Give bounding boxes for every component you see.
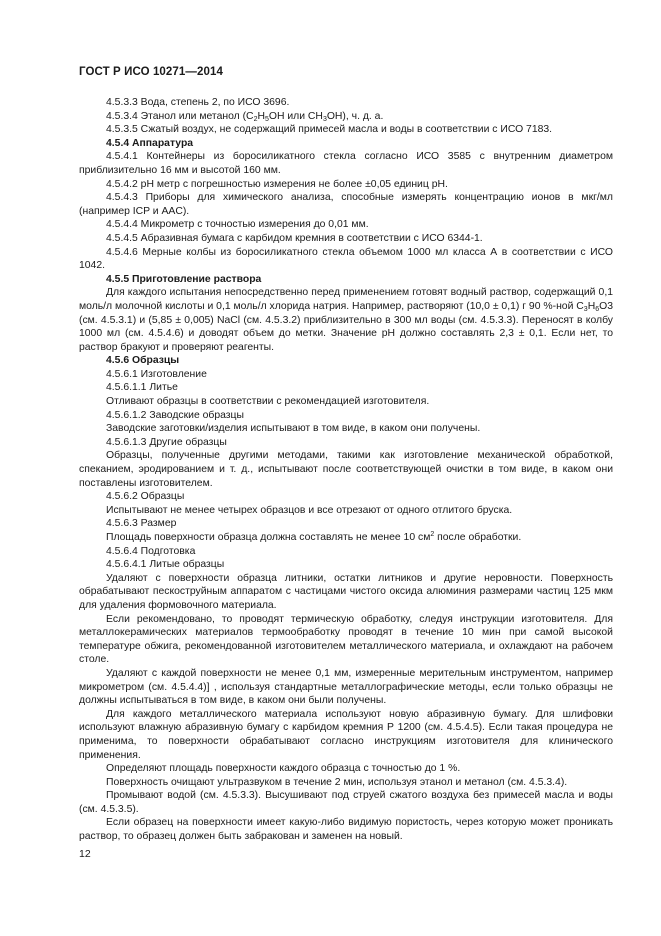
paragraph: Отливают образцы в соответствии с рекомендацией изготовителя. [106, 396, 430, 408]
paragraph: 4.5.4.3 Приборы для химического анализа, способные измерять концентрацию ионов в мкг/мл (например ICP и AAC). [79, 192, 613, 217]
paragraph: 4.5.4.4 Микрометр с точностью измерения до 0,01 мм. [106, 219, 369, 231]
section-heading: 4.5.5 Приготовление раствора [106, 273, 262, 285]
paragraph: 4.5.6.2 Образцы [106, 491, 185, 503]
paragraph: Заводские заготовки/изделия испытывают в том виде, в каком они получены. [106, 423, 481, 435]
paragraph: Для каждого испытания непосредственно перед применением готовят водный раствор, содержащий 0,1 моль/л молочной кислоты и 0,1 моль/л хлорида натрия. Например, растворяют (10,0 ± 0,1) г 90 %-ной $C_3H_6O3$ (см. 4.5.3.1) и (5,85 ± 0,005) NaCl (см. 4.5.3.2) приблизительно в 300 мл воды (см. 4.5.3.3). Переносят в колбу 1000 мл (см. 4.5.4.6) и доводят объем до метки. Значение pH должно составлять 2,3 ± 0,1. Если нет, то раствор бракуют и проверяют реагенты. [79, 287, 613, 353]
paragraph: Поверхность очищают ультразвуком в течение 2 мин, используя этанол и метанол (см. 4.5.3.4). [106, 776, 568, 788]
paragraph: 4.5.6.4.1 Литые образцы [106, 559, 225, 571]
section-heading: 4.5.6 Образцы [106, 355, 180, 367]
paragraph: 4.5.3.5 Сжатый воздух, не содержащий примесей масла и воды в соответствии с ИСО 7183. [106, 124, 553, 136]
paragraph: 4.5.4.5 Абразивная бумага с карбидом кремния в соответствии с ИСО 6344-1. [106, 232, 483, 244]
paragraph: 4.5.6.4 Подготовка [106, 545, 196, 557]
paragraph: Для каждого металлического материала используют новую абразивную бумагу. Для шлифовки используют влажную абразивную бумагу с карбидом кремния Р 1200 (см. 4.5.4.5). Если такая процедура не применима, то поверхности обрабатывают согласно инструкциям изготовителя для клинического применения. [79, 708, 613, 761]
paragraph: 4.5.6.1 Изготовление [106, 368, 207, 380]
page-number: 12 [79, 848, 91, 860]
paragraph: Испытывают не менее четырех образцов и все отрезают от одного отлитого бруска. [106, 504, 513, 516]
paragraph: Определяют площадь поверхности каждого образца с точностью до 1 %. [106, 763, 461, 775]
paragraph: 4.5.4.6 Мерные колбы из боросиликатного стекла объемом 1000 мл класса А в соответствии с ИСО 1042. [79, 246, 613, 272]
paragraph: 4.5.4.2 pH метр с погрешностью измерения не более ±0,05 единиц pH. [106, 178, 448, 190]
document-header: ГОСТ Р ИСО 10271—2014 [79, 66, 224, 78]
document-body [79, 96, 613, 844]
paragraph: 4.5.6.1.3 Другие образцы [106, 436, 227, 448]
paragraph: Если образец на поверхности имеет какую-либо видимую пористость, через которую может проникать раствор, то образец должен быть забракован и заменен на новый. [79, 817, 613, 843]
paragraph: Удаляют с каждой поверхности не менее 0,1 мм, измеренные мерительным инструментом, например микрометром (см. 4.5.4.4)] , используя стандартные металлографические методы, если только образцы не должны испытываться в том виде, в каком они были получены. [79, 667, 613, 707]
paragraph: Площадь поверхности образца должна составлять не менее 10 $см^2$ после обработки. [106, 531, 522, 543]
paragraph: Если рекомендовано, то проводят термическую обработку, следуя инструкции изготовителя. Для металлокерамических материалов термообработку проводят в течение 10 мин при самой высокой температуре обжига, рекомендованной изготовителем металлического материала, и охлаждают на рабочем столе. [79, 613, 613, 666]
paragraph: Промывают водой (см. 4.5.3.3). Высушивают под струей сжатого воздуха без примесей масла и воды (см. 4.5.3.5). [79, 790, 613, 815]
section-heading: 4.5.4 Аппаратура [106, 137, 194, 149]
paragraph: Удаляют с поверхности образца литники, остатки литников и другие неровности. Поверхность обрабатывают пескоструйным аппаратом с частицами чистого оксида алюминия размерами частиц 125 мкм для удаления формовочного материала. [79, 572, 613, 611]
paragraph: 4.5.4.1 Контейнеры из боросиликатного стекла согласно ИСО 3585 с внутренним диаметром приблизительно 16 мм и высотой 160 мм. [79, 151, 613, 176]
paragraph: 4.5.6.3 Размер [106, 518, 177, 530]
paragraph: 4.5.3.3 Вода, степень 2, по ИСО 3696. [106, 97, 290, 108]
paragraph: 4.5.3.4 Этанол или метанол ($C_2H_5OH$ или $CH_3OH$), ч. д. а. [106, 110, 384, 123]
paragraph: Образцы, полученные другими методами, такими как изготовление механической обработкой, спеканием, эродированием и т. д., испытывают после соответствующей очистки в том виде, в каком они поставлены изготовителем. [79, 450, 613, 489]
paragraph: 4.5.6.1.2 Заводские образцы [106, 409, 244, 421]
paragraph: 4.5.6.1.1 Литье [106, 382, 178, 394]
